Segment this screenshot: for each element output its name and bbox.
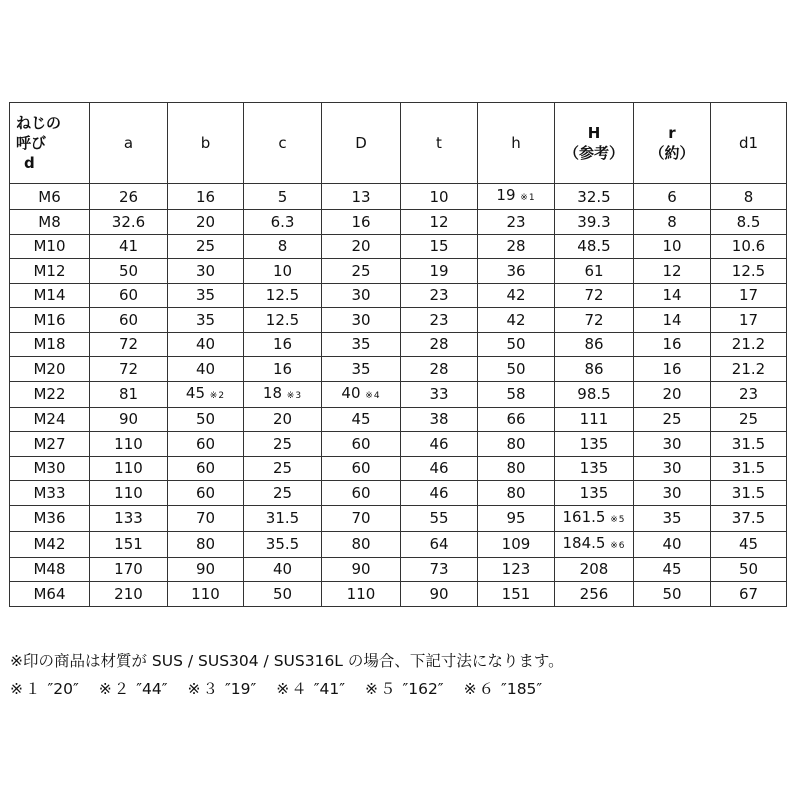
cell-d: M30	[10, 456, 90, 481]
cell-r: 8	[634, 210, 711, 235]
cell-H: 72	[555, 283, 634, 308]
cell-t: 38	[401, 407, 478, 432]
cell-c: 50	[244, 582, 322, 607]
cell-a: 110	[90, 456, 168, 481]
cell-b: 90	[168, 557, 244, 582]
footnote-mark: ※６	[463, 680, 497, 698]
cell-b: 45 ※2	[168, 381, 244, 407]
cell-r: 50	[634, 582, 711, 607]
cell-d1: 31.5	[711, 456, 787, 481]
cell-h: 36	[478, 259, 555, 284]
cell-D: 20	[322, 234, 401, 259]
cell-a: 32.6	[90, 210, 168, 235]
cell-h: 109	[478, 531, 555, 557]
dimension-table	[9, 102, 787, 607]
cell-t: 12	[401, 210, 478, 235]
footnote-item	[10, 675, 79, 703]
cell-h: 50	[478, 357, 555, 382]
cell-c: 6.3	[244, 210, 322, 235]
cell-t: 73	[401, 557, 478, 582]
cell-d1: 50	[711, 557, 787, 582]
footnote-item	[276, 675, 345, 703]
cell-D: 90	[322, 557, 401, 582]
cell-D: 35	[322, 332, 401, 357]
cell-d1: 10.6	[711, 234, 787, 259]
cell-d1: 17	[711, 308, 787, 333]
cell-t: 64	[401, 531, 478, 557]
footnote-item	[99, 675, 168, 703]
cell-r: 14	[634, 283, 711, 308]
cell-t: 33	[401, 381, 478, 407]
table-row	[10, 234, 787, 259]
table-row	[10, 505, 787, 531]
cell-H: 61	[555, 259, 634, 284]
cell-h: 19 ※1	[478, 184, 555, 210]
cell-r: 30	[634, 481, 711, 506]
cell-H: 135	[555, 432, 634, 457]
cell-t: 23	[401, 283, 478, 308]
cell-r: 10	[634, 234, 711, 259]
cell-d1: 8.5	[711, 210, 787, 235]
header-b: b	[168, 103, 244, 184]
cell-t: 55	[401, 505, 478, 531]
cell-d: M36	[10, 505, 90, 531]
table-row	[10, 481, 787, 506]
cell-r: 16	[634, 357, 711, 382]
cell-h: 23	[478, 210, 555, 235]
cell-d1: 17	[711, 283, 787, 308]
cell-d: M8	[10, 210, 90, 235]
cell-H: 184.5 ※6	[555, 531, 634, 557]
table-row	[10, 357, 787, 382]
cell-a: 170	[90, 557, 168, 582]
cell-c: 10	[244, 259, 322, 284]
cell-a: 50	[90, 259, 168, 284]
cell-d: M27	[10, 432, 90, 457]
cell-d: M12	[10, 259, 90, 284]
footnote-marker: ※4	[365, 390, 381, 401]
table-row	[10, 184, 787, 210]
cell-b: 50	[168, 407, 244, 432]
cell-a: 90	[90, 407, 168, 432]
cell-d1: 67	[711, 582, 787, 607]
cell-c: 12.5	[244, 308, 322, 333]
cell-b: 20	[168, 210, 244, 235]
table-row	[10, 582, 787, 607]
footnote-marker: ※3	[286, 390, 303, 401]
cell-t: 15	[401, 234, 478, 259]
cell-h: 28	[478, 234, 555, 259]
cell-H: 98.5	[555, 381, 634, 407]
cell-b: 40	[168, 332, 244, 357]
cell-b: 60	[168, 432, 244, 457]
table-row	[10, 210, 787, 235]
cell-h: 123	[478, 557, 555, 582]
cell-H: 86	[555, 332, 634, 357]
cell-c: 16	[244, 332, 322, 357]
footnote-item	[188, 675, 257, 703]
footnote-value: ″185″	[501, 680, 543, 698]
cell-a: 41	[90, 234, 168, 259]
cell-a: 26	[90, 184, 168, 210]
cell-D: 25	[322, 259, 401, 284]
cell-H: 86	[555, 357, 634, 382]
cell-d1: 25	[711, 407, 787, 432]
cell-a: 72	[90, 332, 168, 357]
cell-r: 20	[634, 381, 711, 407]
cell-D: 30	[322, 283, 401, 308]
cell-b: 30	[168, 259, 244, 284]
cell-b: 40	[168, 357, 244, 382]
cell-H: 111	[555, 407, 634, 432]
cell-r: 6	[634, 184, 711, 210]
table-row	[10, 531, 787, 557]
cell-H: 135	[555, 481, 634, 506]
cell-D: 35	[322, 357, 401, 382]
cell-h: 80	[478, 432, 555, 457]
cell-H: 72	[555, 308, 634, 333]
cell-H: 135	[555, 456, 634, 481]
table-body	[10, 184, 787, 607]
cell-c: 18 ※3	[244, 381, 322, 407]
cell-b: 80	[168, 531, 244, 557]
cell-c: 25	[244, 432, 322, 457]
header-h: h	[478, 103, 555, 184]
cell-d1: 37.5	[711, 505, 787, 531]
cell-t: 10	[401, 184, 478, 210]
footnote-value: ″162″	[402, 680, 444, 698]
table-row	[10, 432, 787, 457]
cell-t: 90	[401, 582, 478, 607]
footnote-marker: ※5	[610, 514, 626, 525]
table-row	[10, 332, 787, 357]
cell-c: 16	[244, 357, 322, 382]
header-D: D	[322, 103, 401, 184]
table-row	[10, 456, 787, 481]
cell-d: M64	[10, 582, 90, 607]
cell-a: 133	[90, 505, 168, 531]
cell-t: 23	[401, 308, 478, 333]
footnote-line	[10, 675, 790, 703]
cell-r: 35	[634, 505, 711, 531]
cell-d1: 23	[711, 381, 787, 407]
cell-H: 256	[555, 582, 634, 607]
cell-d1: 21.2	[711, 332, 787, 357]
table-row	[10, 308, 787, 333]
footnote-item	[365, 675, 444, 703]
cell-D: 13	[322, 184, 401, 210]
cell-c: 8	[244, 234, 322, 259]
cell-a: 110	[90, 432, 168, 457]
cell-a: 210	[90, 582, 168, 607]
cell-a: 72	[90, 357, 168, 382]
cell-h: 95	[478, 505, 555, 531]
footnote-value: ″41″	[313, 680, 345, 698]
cell-t: 28	[401, 357, 478, 382]
cell-H: 48.5	[555, 234, 634, 259]
footnote-marker: ※6	[610, 540, 626, 551]
cell-d: M16	[10, 308, 90, 333]
cell-a: 151	[90, 531, 168, 557]
footnote-value: ″19″	[224, 680, 257, 698]
cell-r: 45	[634, 557, 711, 582]
table-row	[10, 557, 787, 582]
cell-h: 42	[478, 283, 555, 308]
cell-c: 25	[244, 481, 322, 506]
cell-d: M24	[10, 407, 90, 432]
cell-r: 40	[634, 531, 711, 557]
cell-c: 35.5	[244, 531, 322, 557]
cell-c: 31.5	[244, 505, 322, 531]
cell-d1: 31.5	[711, 481, 787, 506]
cell-D: 60	[322, 456, 401, 481]
cell-h: 58	[478, 381, 555, 407]
cell-D: 45	[322, 407, 401, 432]
cell-c: 25	[244, 456, 322, 481]
footnote-mark: ※５	[365, 680, 398, 698]
cell-D: 80	[322, 531, 401, 557]
cell-h: 80	[478, 481, 555, 506]
header-a: a	[90, 103, 168, 184]
table-row	[10, 283, 787, 308]
cell-r: 14	[634, 308, 711, 333]
cell-r: 25	[634, 407, 711, 432]
cell-t: 46	[401, 456, 478, 481]
cell-d1: 21.2	[711, 357, 787, 382]
footnote-value: ″44″	[136, 680, 168, 698]
cell-h: 42	[478, 308, 555, 333]
cell-b: 16	[168, 184, 244, 210]
cell-r: 30	[634, 456, 711, 481]
header-r: r （約）	[634, 103, 711, 184]
cell-H: 32.5	[555, 184, 634, 210]
cell-t: 28	[401, 332, 478, 357]
notes	[10, 647, 790, 703]
cell-t: 46	[401, 432, 478, 457]
header-H: H （参考）	[555, 103, 634, 184]
cell-d: M33	[10, 481, 90, 506]
cell-c: 5	[244, 184, 322, 210]
cell-h: 50	[478, 332, 555, 357]
cell-d: M10	[10, 234, 90, 259]
cell-D: 30	[322, 308, 401, 333]
cell-D: 40 ※4	[322, 381, 401, 407]
table-row	[10, 407, 787, 432]
cell-b: 70	[168, 505, 244, 531]
cell-d: M22	[10, 381, 90, 407]
cell-D: 70	[322, 505, 401, 531]
cell-a: 60	[90, 283, 168, 308]
cell-a: 81	[90, 381, 168, 407]
cell-h: 80	[478, 456, 555, 481]
footnote-mark: ※２	[98, 680, 132, 698]
header-thread-size: ねじの 呼び d	[10, 103, 90, 184]
footnote-mark: ※４	[276, 680, 309, 698]
cell-r: 30	[634, 432, 711, 457]
cell-d: M48	[10, 557, 90, 582]
cell-b: 60	[168, 481, 244, 506]
cell-d: M20	[10, 357, 90, 382]
material-note: ※印の商品は材質が SUS / SUS304 / SUS316L の場合、下記寸法になります。	[10, 652, 564, 670]
cell-t: 46	[401, 481, 478, 506]
cell-d: M18	[10, 332, 90, 357]
cell-r: 12	[634, 259, 711, 284]
cell-t: 19	[401, 259, 478, 284]
cell-b: 35	[168, 308, 244, 333]
header-d1: d1	[711, 103, 787, 184]
cell-c: 20	[244, 407, 322, 432]
cell-b: 35	[168, 283, 244, 308]
table-row	[10, 381, 787, 407]
cell-H: 161.5 ※5	[555, 505, 634, 531]
cell-d: M42	[10, 531, 90, 557]
cell-d: M6	[10, 184, 90, 210]
cell-d: M14	[10, 283, 90, 308]
header-t: t	[401, 103, 478, 184]
header-c: c	[244, 103, 322, 184]
cell-a: 110	[90, 481, 168, 506]
cell-d1: 8	[711, 184, 787, 210]
header-row	[10, 103, 787, 184]
cell-D: 110	[322, 582, 401, 607]
cell-a: 60	[90, 308, 168, 333]
footnote-mark: ※１	[10, 680, 43, 698]
footnote-mark: ※３	[187, 680, 220, 698]
footnote-marker: ※1	[520, 193, 536, 203]
footnote-value: ″20″	[47, 680, 79, 698]
cell-D: 60	[322, 481, 401, 506]
cell-b: 25	[168, 234, 244, 259]
cell-d1: 31.5	[711, 432, 787, 457]
cell-c: 40	[244, 557, 322, 582]
cell-b: 110	[168, 582, 244, 607]
footnote-marker: ※2	[209, 390, 226, 401]
cell-D: 60	[322, 432, 401, 457]
cell-H: 39.3	[555, 210, 634, 235]
table-row	[10, 259, 787, 284]
cell-r: 16	[634, 332, 711, 357]
cell-d1: 45	[711, 531, 787, 557]
cell-D: 16	[322, 210, 401, 235]
cell-h: 66	[478, 407, 555, 432]
cell-b: 60	[168, 456, 244, 481]
cell-c: 12.5	[244, 283, 322, 308]
footnote-item	[464, 675, 543, 703]
cell-h: 151	[478, 582, 555, 607]
cell-d1: 12.5	[711, 259, 787, 284]
cell-H: 208	[555, 557, 634, 582]
